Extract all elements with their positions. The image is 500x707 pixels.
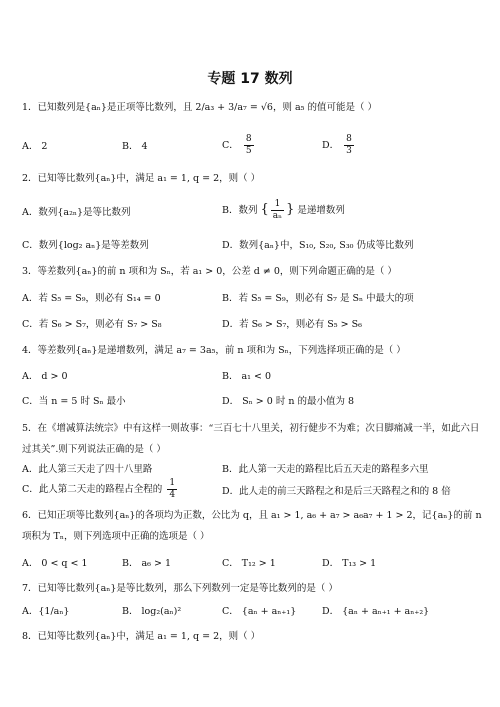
q2-b-numerator: 1 bbox=[271, 199, 284, 211]
q1-c-numerator: 8 bbox=[245, 134, 252, 144]
q2-right-brace: } bbox=[286, 201, 295, 217]
q2-option-a: A．数列{a₂ₙ}是等比数列 bbox=[22, 207, 131, 218]
question-7-stem: 7．已知等比数列{aₙ}是等比数列，那么下列数列一定是等比数列的是（ ） bbox=[22, 583, 338, 594]
question-4-stem: 4．等差数列{aₙ}是递增数列，满足 a₇ = 3a₅，前 n 项和为 Sₙ，下列选择项正确的是（ ） bbox=[22, 345, 406, 356]
q3-option-a: A．若 S₅ = S₉，则必有 S₁₄ = 0 bbox=[22, 293, 161, 304]
q1-c-denominator: 5 bbox=[245, 145, 252, 156]
q2-option-d: D．数列{aₙ}中，S₁₀, S₂₀, S₃₀ 仍成等比数列 bbox=[222, 240, 414, 251]
q2-option-b-label: B．数列 bbox=[222, 204, 258, 216]
q4-option-b: B． a₁ < 0 bbox=[222, 371, 272, 382]
q2-b-denominator: aₙ bbox=[272, 210, 283, 221]
q5-option-a: A．此人第三天走了四十八里路 bbox=[22, 464, 153, 475]
q2-option-b bbox=[222, 199, 345, 222]
q5-c-numerator: 1 bbox=[169, 478, 176, 488]
q5-option-c-head: C．此人第二天走的路程占全程的 bbox=[22, 483, 163, 495]
q7-option-d: D． {aₙ + aₙ₊₁ + aₙ₊₂} bbox=[322, 606, 430, 617]
question-2-stem: 2．已知等比数列{aₙ}中，满足 a₁ = 1, q = 2，则（ ） bbox=[22, 173, 261, 184]
q6-option-c: C． T₁₂ > 1 bbox=[222, 558, 276, 569]
q1-option-c bbox=[222, 134, 256, 157]
question-8-stem: 8．已知等比数列{aₙ}中，满足 a₁ = 1, q = 2，则（ ） bbox=[22, 631, 261, 642]
q5-option-b: B．此人第一天走的路程比后五天走的路程多六里 bbox=[222, 464, 429, 475]
q1-option-b: B． 4 bbox=[122, 141, 148, 152]
question-6-stem: 6．已知正项等比数列{aₙ}的各项均为正数，公比为 q，且 a₁ > 1, a₆ + a₇ > a₆a₇ + 1 > 2，记{aₙ}的前 n 项积为 Tₙ，则下列选项中正确的选项是（ ） bbox=[22, 510, 482, 542]
q5-option-c bbox=[22, 478, 179, 501]
q7-option-a: A．{1/aₙ} bbox=[22, 606, 70, 617]
q5-option-d: D．此人走的前三天路程之和是后三天路程之和的 8 倍 bbox=[222, 486, 451, 497]
q7-option-c: C． {aₙ + aₙ₊₁} bbox=[222, 606, 297, 617]
q3-option-b: B．若 S₅ = S₉，则必有 S₇ 是 Sₙ 中最大的项 bbox=[222, 293, 414, 304]
q5-option-c-fraction bbox=[167, 478, 177, 501]
q6-option-d: D． T₁₃ > 1 bbox=[322, 558, 377, 569]
q6-option-b: B． a₆ > 1 bbox=[122, 558, 172, 569]
q1-option-a: A． 2 bbox=[22, 141, 48, 152]
q1-option-c-fraction bbox=[244, 134, 254, 157]
q6-option-a: A． 0 < q < 1 bbox=[22, 558, 88, 569]
q1-option-d bbox=[322, 134, 356, 157]
q5-c-denominator: 4 bbox=[169, 489, 176, 500]
q2-left-brace: { bbox=[260, 201, 269, 217]
q1-d-numerator: 8 bbox=[346, 134, 352, 144]
q1-option-c-label: C． bbox=[222, 139, 239, 151]
question-3-stem: 3．等差数列{aₙ}的前 n 项和为 Sₙ，若 a₁ > 0，公差 d ≠ 0，则下列命题正确的是（ ） bbox=[22, 266, 397, 277]
q2-option-b-tail: 是递增数列 bbox=[297, 204, 345, 216]
q1-option-d-label: D． bbox=[322, 139, 340, 151]
q1-option-d-fraction bbox=[344, 134, 354, 157]
q3-option-d: D．若 S₆ > S₇，则必有 S₅ > S₆ bbox=[222, 319, 362, 330]
question-5-stem: 5．在《增减算法统宗》中有这样一则故事：“三百七十八里关，初行健步不为难；次日脚痛减一半，如此六日过其关”.则下列说法正确的是（ ） bbox=[22, 423, 480, 455]
q4-option-d: D． Sₙ > 0 时 n 的最小值为 8 bbox=[222, 396, 355, 407]
question-1-stem: 1．已知数列是{aₙ}是正项等比数列，且 2/a₃ + 3/a₇ = √6，则 a₅ 的值可能是（ ） bbox=[22, 102, 377, 113]
q7-option-b: B． log₂(aₙ)² bbox=[122, 606, 182, 617]
q2-option-c: C．数列{log₂ aₙ}是等差数列 bbox=[22, 240, 149, 251]
page-title: 专题 17 数列 bbox=[207, 71, 293, 87]
q2-option-b-fraction bbox=[271, 199, 284, 222]
q3-option-c: C．若 S₆ > S₇，则必有 S₇ > S₈ bbox=[22, 319, 162, 330]
q1-d-denominator: 3 bbox=[346, 145, 352, 156]
q4-option-a: A． d > 0 bbox=[22, 371, 68, 382]
q4-option-c: C．当 n = 5 时 Sₙ 最小 bbox=[22, 396, 126, 407]
